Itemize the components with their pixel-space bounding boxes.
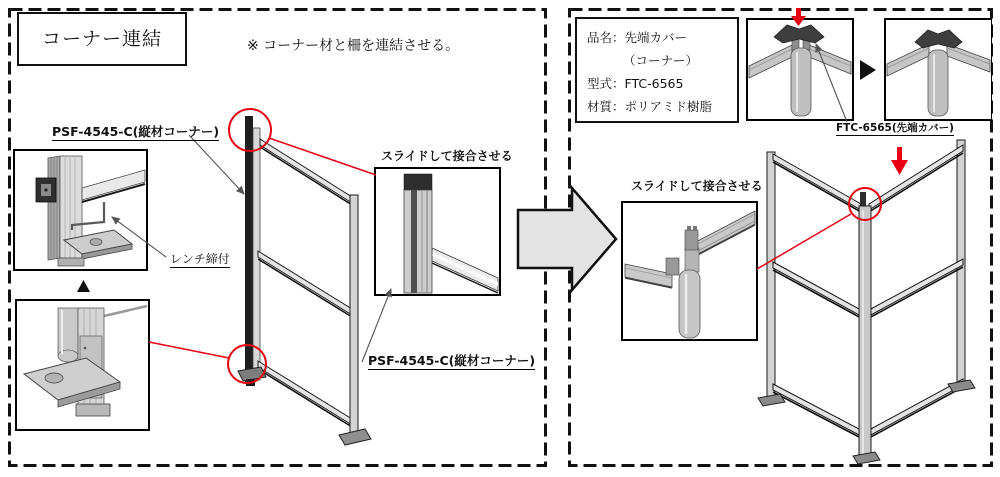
inset-wrench-detail — [14, 150, 147, 270]
corner-profile — [791, 48, 811, 116]
up-triangle-icon — [77, 280, 90, 292]
right-wing-top-rail — [869, 145, 963, 210]
right-block-arrow-icon — [518, 188, 616, 290]
label-vertical-corner-bottom: PSF-4545-C(縦材コーナー) — [368, 353, 536, 368]
fence-panel-illustration — [238, 116, 371, 445]
fence-middle-rail — [258, 251, 352, 315]
part-info-box — [575, 17, 739, 123]
info-model: 型式：FTC-6565 — [587, 76, 684, 91]
right-wing-bottom-rail — [869, 379, 963, 436]
right-wing-middle-rail — [869, 259, 963, 316]
left-panel-illustrations — [8, 8, 546, 466]
section-title — [17, 12, 187, 66]
fence-right-foot — [339, 429, 371, 445]
info-product-name: 品名：先端カバー — [587, 30, 688, 45]
red-leader-bottom — [149, 342, 229, 358]
info-product-name-cont: （コーナー） — [623, 53, 699, 68]
corner-cover-profile-large — [679, 270, 700, 338]
label-tip-cover: FTC-6565(先端カバー) — [836, 122, 954, 134]
corner-post-top — [404, 174, 432, 190]
corner-post-body — [404, 190, 432, 293]
inset-base-detail — [16, 300, 149, 430]
note-text: ※ コーナー材と柵を連結させる。 — [247, 38, 460, 54]
inset-slide-join-detail-right — [622, 202, 757, 340]
info-material: 材質：ポリアミド樹脂 — [587, 99, 713, 114]
inset-cap-before — [747, 8, 853, 120]
red-arrow-assembly — [897, 147, 902, 162]
assembly-left-post — [767, 152, 775, 402]
right-post-foot — [948, 380, 975, 392]
fence-right-post — [350, 195, 358, 437]
big-transition-arrow — [516, 178, 620, 300]
right-panel-tip-cover — [568, 8, 992, 466]
left-post-foot — [758, 394, 785, 406]
label-slide-join-right: スライドして接合させる — [631, 179, 763, 193]
fence-top-rail — [260, 139, 352, 203]
left-panel-corner-connection — [8, 8, 546, 466]
left-wing-middle-rail — [773, 262, 861, 316]
assembly-corner-post — [859, 206, 871, 460]
vertical-corner-post — [245, 116, 253, 382]
inset-cap-after — [885, 19, 992, 120]
fence-bottom-rail — [258, 361, 352, 425]
label-slide-join-left: スライドして接合させる — [381, 149, 513, 163]
fence-left-foot — [238, 367, 266, 381]
label-vertical-corner-top: PSF-4545-C(縦材コーナー) — [52, 124, 220, 139]
red-annotations — [149, 109, 376, 383]
left-wing-bottom-rail — [773, 384, 861, 436]
corner-profile-capped — [928, 50, 948, 116]
inset-slide-join-detail — [375, 168, 500, 295]
right-triangle-icon — [860, 60, 876, 80]
left-wing-top-rail — [773, 154, 861, 210]
section-title-text: コーナー連結 — [41, 28, 162, 50]
label-wrench-tightening: レンチ締付 — [170, 252, 230, 266]
corner-post-foot — [853, 452, 880, 464]
red-arrow-cap — [796, 8, 801, 17]
